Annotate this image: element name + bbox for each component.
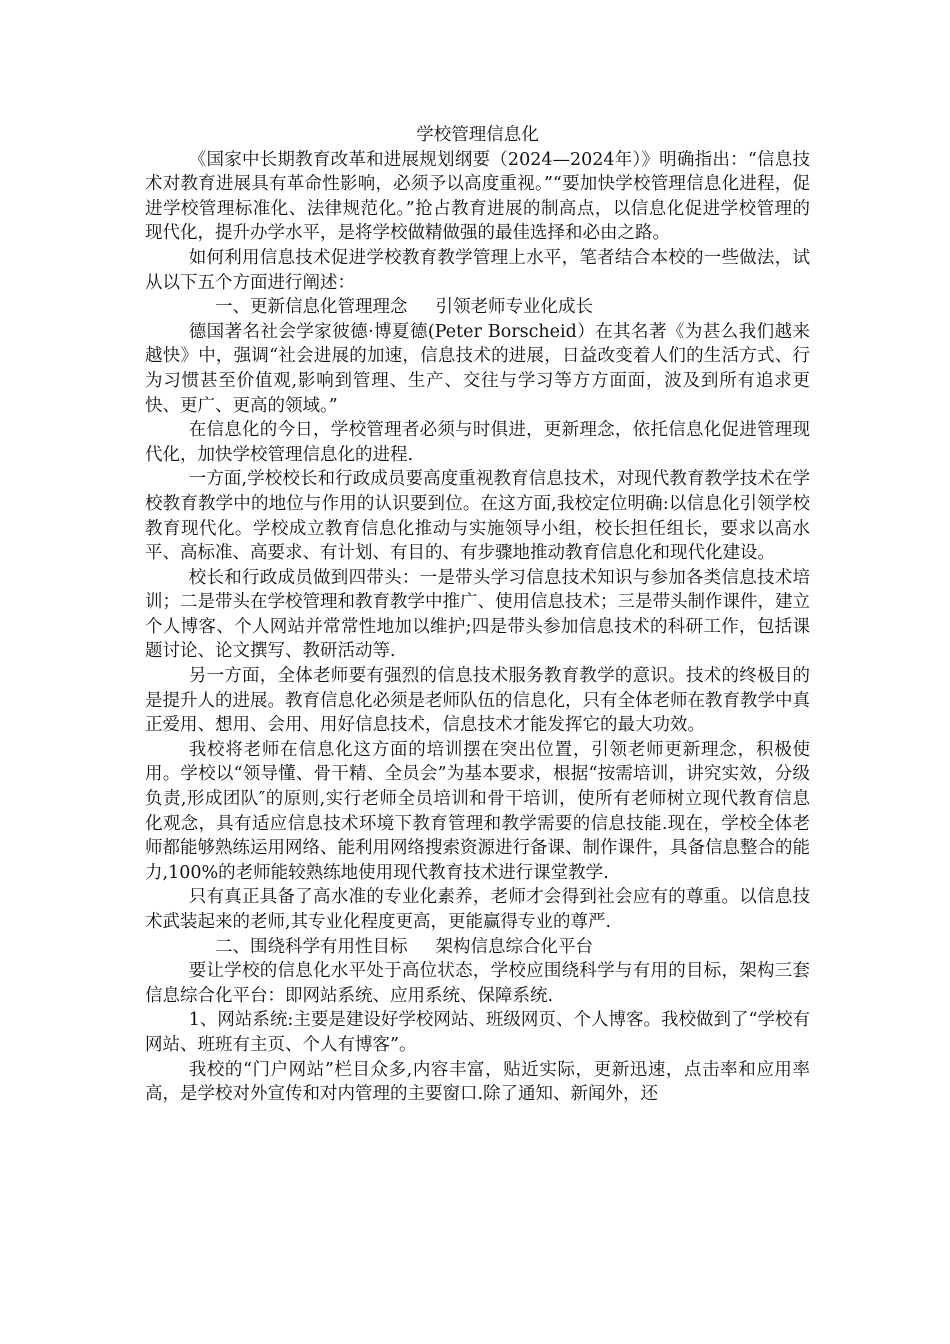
section-heading xyxy=(145,295,810,320)
body-paragraph: 如何利用信息技术促进学校教育教学管理上水平，笔者结合本校的一些做法，试从以下五个方面进行阐述： xyxy=(145,247,810,293)
body-paragraph: 我校的“门户网站”栏目众多,内容丰富，贴近实际，更新迅速，点击率和应用率高，是学校对外宣传和对内管理的主要窗口.除了通知、新闻外，还 xyxy=(145,1059,810,1105)
body-paragraph: 在信息化的今日，学校管理者必须与时俱进，更新理念，依托信息化促进管理现代化，加快学校管理信息化的进程. xyxy=(145,420,810,465)
section-heading-subtitle: 引领老师专业化成长 xyxy=(435,297,593,318)
body-paragraph: 1、网站系统:主要是建设好学校网站、班级网页、个人博客。我校做到了“学校有网站、班班有主页、个人有博客”。 xyxy=(145,1010,810,1055)
section-heading-number-title: 二、围绕科学有用性目标 xyxy=(215,936,408,957)
body-paragraph: 要让学校的信息化水平处于高位状态，学校应围绕科学与有用的目标，架构三套信息综合化平台：即网站系统、应用系统、保障系统. xyxy=(145,961,810,1006)
section-heading-number-title: 一、更新信息化管理理念 xyxy=(215,297,408,318)
body-paragraph: 我校将老师在信息化这方面的培训摆在突出位置，引领老师更新理念，积极使用。学校以“领导懂、骨干精、全员会”为基本要求，根据“按需培训，讲究实效，分级负责,形成团队″的原则,实行老师全员培训和骨干培训，使所有老师树立现代教育信息化观念，具有适应信息技术环境下教育管理和教学需要的信息技能.现在，学校全体老师都能够熟练运用网络、能利用网络搜索资源进行备课、制作课件，具备信息整合的能力,100%的老师能较熟练地使用现代教育技术进行课堂教学. xyxy=(145,739,810,883)
document-page xyxy=(145,123,810,1107)
section-heading xyxy=(145,935,810,960)
body-paragraph: 《国家中长期教育改革和进展规划纲要（2024—2024年）》明确指出：“信息技术对教育进展具有革命性影响，必须予以高度重视。”“要加快学校管理信息化进程，促进学校管理标准化、法律规范化。”抢占教育进展的制高点，以信息化促进学校管理的现代化，提升办学水平，是将学校做精做强的最佳选择和必由之路。 xyxy=(145,149,810,244)
body-paragraph: 校长和行政成员做到四带头：一是带头学习信息技术知识与参加各类信息技术培训；二是带头在学校管理和教育教学中推广、使用信息技术；三是带头制作课件，建立个人博客、个人网站并常常性地加以维护;四是带头参加信息技术的科研工作，包括课题讨论、论文撰写、教研活动等. xyxy=(145,567,810,662)
body-paragraph: 德国著名社会学家彼德·博夏德(Peter Borscheid）在其名著《为甚么我们越来越快》中，强调“社会进展的加速，信息技术的进展，日益改变着人们的生活方式、行为习惯甚至价值观,影响到管理、生产、交往与学习等方方面面，波及到所有追求更快、更广、更高的领域。” xyxy=(145,321,810,416)
document-body xyxy=(145,148,810,1107)
section-heading-subtitle: 架构信息综合化平台 xyxy=(435,936,593,957)
body-paragraph: 另一方面，全体老师要有强烈的信息技术服务教育教学的意识。技术的终极目的是提升人的进展。教育信息化必须是老师队伍的信息化，只有全体老师在教育教学中真正爱用、想用、会用、用好信息技术，信息技术才能发挥它的最大功效。 xyxy=(145,666,810,736)
body-paragraph: 一方面,学校校长和行政成员要高度重视教育信息技术，对现代教育教学技术在学校教育教学中的地位与作用的认识要到位。在这方面,我校定位明确:以信息化引领学校教育现代化。学校成立教育信息化推动与实施领导小组，校长担任组长，要求以高水平、高标准、高要求、有计划、有目的、有步骤地推动教育信息化和现代化建设。 xyxy=(145,469,810,564)
body-paragraph: 只有真正具备了高水准的专业化素养，老师才会得到社会应有的尊重。以信息技术武装起来的老师,其专业化程度更高，更能赢得专业的尊严. xyxy=(145,887,810,932)
document-title: 学校管理信息化 xyxy=(416,125,539,145)
